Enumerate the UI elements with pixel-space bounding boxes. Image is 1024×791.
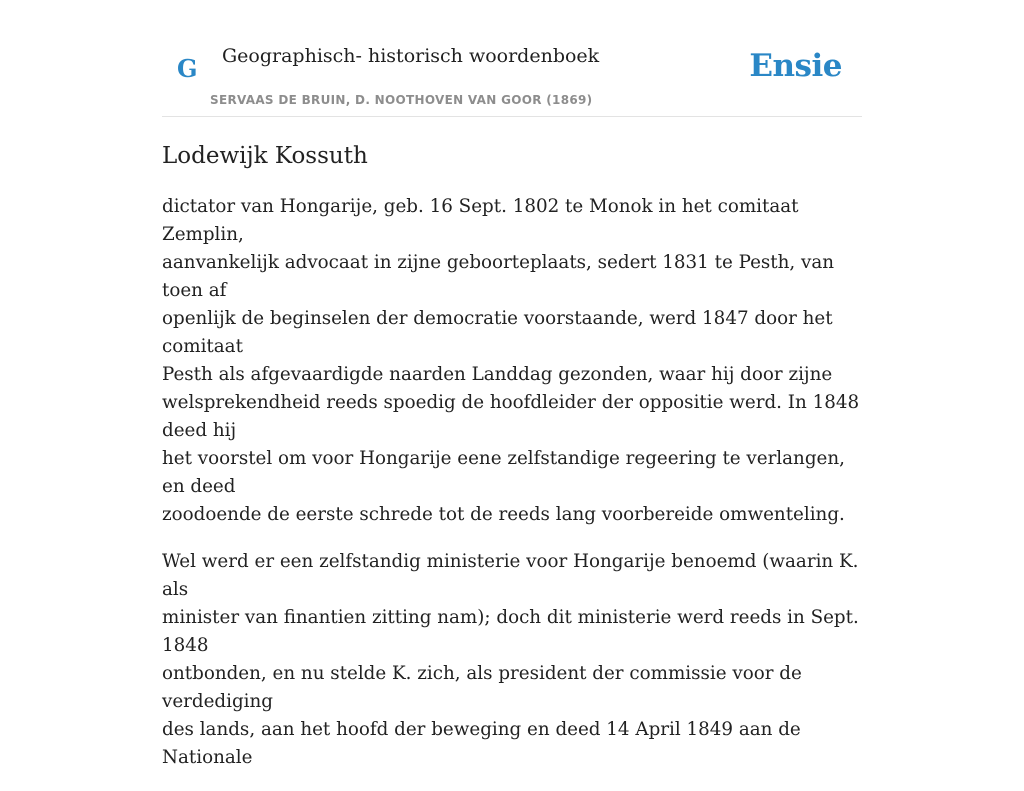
entry-title: Lodewijk Kossuth — [162, 143, 368, 169]
book-authors: SERVAAS DE BRUIN, D. NOOTHOVEN VAN GOOR (1869) — [210, 93, 593, 107]
book-letter-link[interactable]: G — [177, 54, 198, 83]
book-header — [162, 0, 862, 117]
book-title-link[interactable]: Geographisch- historisch woordenboek — [222, 45, 600, 67]
entry-body — [162, 193, 862, 772]
ensie-logo-link[interactable]: Ensie — [749, 48, 842, 84]
entry-paragraph: dictator van Hongarije, geb. 16 Sept. 1802 te Monok in het comitaat Zemplin, aanvankelijk advocaat in zijne geboorteplaats, sedert 1831 te Pesth, van toen af openlijk de beginselen der democratie voorstaande, werd 1847 door het comitaat Pesth als afgevaardigde naarden Landdag gezonden, waar hij door zijne welsprekendheid reeds spoedig de hoofdleider der oppositie werd. In 1848 deed hij het voorstel om voor Hongarije eene zelfstandige regeering te verlangen, en deed zoodoende de eerste schrede tot de reeds lang voorbereide omwenteling. — [162, 196, 860, 525]
entry-paragraph: Wel werd er een zelfstandig ministerie voor Hongarije benoemd (waarin K. als minister van finantien zitting nam); doch dit ministerie werd reeds in Sept. 1848 ontbonden, en nu stelde K. zich, als president der commissie voor de verdediging des lands, aan het hoofd der beweging en deed 14 April 1849 aan de Nationale — [162, 551, 859, 768]
page — [162, 0, 862, 791]
